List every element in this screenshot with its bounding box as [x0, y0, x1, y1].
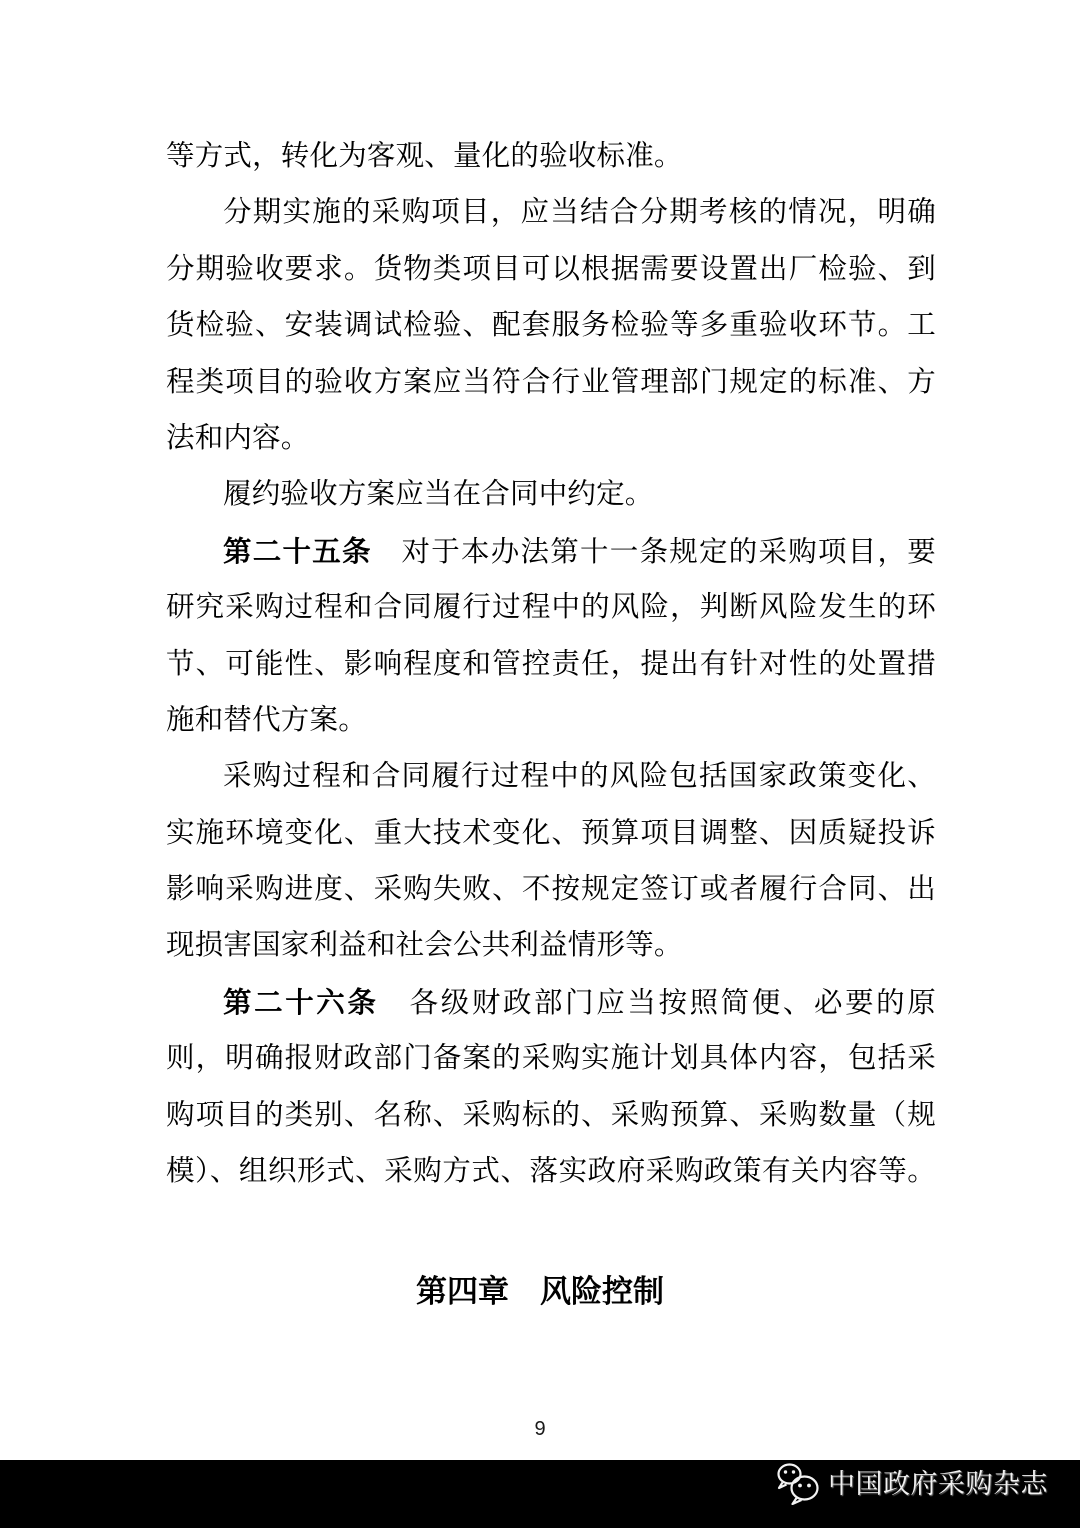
- text-line: 影响采购进度、采购失败、不按规定签订或者履行合同、出: [166, 874, 936, 906]
- text-line: 分期实施的采购项目，应当结合分期考核的情况，明确: [223, 197, 936, 229]
- article-number-bold: 第二十六条: [223, 986, 379, 1019]
- text-line: 施和替代方案。: [166, 704, 367, 736]
- body-text: [166, 129, 936, 1200]
- text-line: 实施环境变化、重大技术变化、预算项目调整、因质疑投诉: [166, 817, 936, 849]
- text-line: 模）、组织形式、采购方式、落实政府采购政策有关内容等。: [166, 1156, 936, 1188]
- text-line: 购项目的类别、名称、采购标的、采购预算、采购数量（规: [166, 1099, 936, 1131]
- chapter-heading: 第四章 风险控制: [416, 1274, 664, 1309]
- page-number: 9: [534, 1418, 546, 1440]
- text-line: 等方式，转化为客观、量化的验收标准。: [166, 141, 683, 172]
- article-text: 对于本办法第十一条规定的采购项目，要: [371, 536, 936, 568]
- text-line: 履约验收方案应当在合同中约定。: [223, 479, 654, 511]
- wechat-icon: [775, 1463, 821, 1505]
- footer-bar: [0, 1460, 1080, 1528]
- text-line: 货检验、安装调试检验、配套服务检验等多重验收环节。工: [166, 310, 936, 342]
- text-line: 现损害国家利益和社会公共利益情形等。: [166, 930, 683, 962]
- text-line: 分期验收要求。货物类项目可以根据需要设置出厂检验、到: [166, 253, 936, 285]
- text-line: 采购过程和合同履行过程中的风险包括国家政策变化、: [223, 761, 936, 793]
- text-line: 程类项目的验收方案应当符合行业管理部门规定的标准、方: [166, 366, 936, 398]
- text-line: 研究采购过程和合同履行过程中的风险，判断风险发生的环: [166, 592, 936, 624]
- article-number-bold: 第二十五条: [223, 535, 372, 568]
- text-line: 则，明确报财政部门备案的采购实施计划具体内容，包括采: [166, 1043, 936, 1075]
- article-text: 各级财政部门应当按照简便、必要的原: [378, 987, 936, 1019]
- footer-watermark: [775, 1462, 1048, 1506]
- text-line: 节、可能性、影响程度和管控责任，提出有针对性的处置措: [166, 648, 936, 680]
- text-line-article-26: [166, 975, 936, 1031]
- text-line: 法和内容。: [166, 422, 310, 454]
- text-line-article-25: [166, 524, 936, 580]
- footer-brand-text: 中国政府采购杂志: [828, 1469, 1048, 1499]
